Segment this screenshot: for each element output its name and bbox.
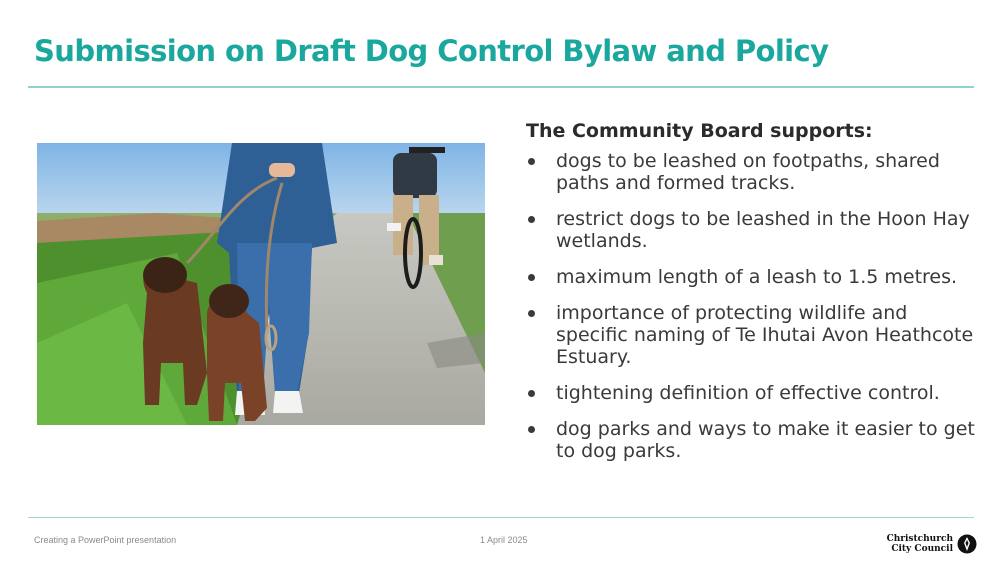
bullet-dot-icon: [528, 426, 535, 433]
list-item: [526, 150, 976, 194]
footer-divider: [28, 517, 974, 518]
list-item-text: dogs to be leashed on footpaths, shared paths and formed tracks.: [556, 150, 940, 194]
supports-list: [526, 150, 976, 462]
photo-woman-walking-dogs: [37, 143, 485, 425]
list-item: [526, 208, 976, 252]
supports-list-section: [526, 120, 976, 476]
christchurch-city-council-logo: [886, 532, 977, 556]
bullet-dot-icon: [528, 274, 535, 281]
bullet-dot-icon: [528, 310, 535, 317]
list-item: [526, 418, 976, 462]
list-item-text: restrict dogs to be leashed in the Hoon Hay wetlands.: [556, 208, 970, 252]
bullet-dot-icon: [528, 216, 535, 223]
footer-date: 1 April 2025: [480, 535, 528, 545]
christchurch-logo-mark-icon: [957, 534, 977, 554]
title-divider: [28, 86, 974, 88]
list-item: [526, 382, 976, 404]
list-item: [526, 302, 976, 368]
bullet-dot-icon: [528, 158, 535, 165]
logo-line1: Christchurch: [886, 534, 953, 544]
list-item: [526, 266, 976, 288]
slide-title: Submission on Draft Dog Control Bylaw and Policy: [34, 34, 829, 68]
logo-line2: City Council: [891, 544, 953, 554]
list-item-text: tightening definition of effective control.: [556, 382, 940, 404]
supports-heading: The Community Board supports:: [526, 120, 873, 142]
footer-presentation-name: Creating a PowerPoint presentation: [34, 535, 177, 545]
list-item-text: dog parks and ways to make it easier to get to dog parks.: [556, 418, 975, 462]
bullet-dot-icon: [528, 390, 535, 397]
list-item-text: importance of protecting wildlife and specific naming of Te Ihutai Avon Heathcote Estuary.: [556, 302, 974, 368]
list-item-text: maximum length of a leash to 1.5 metres.: [556, 266, 958, 288]
